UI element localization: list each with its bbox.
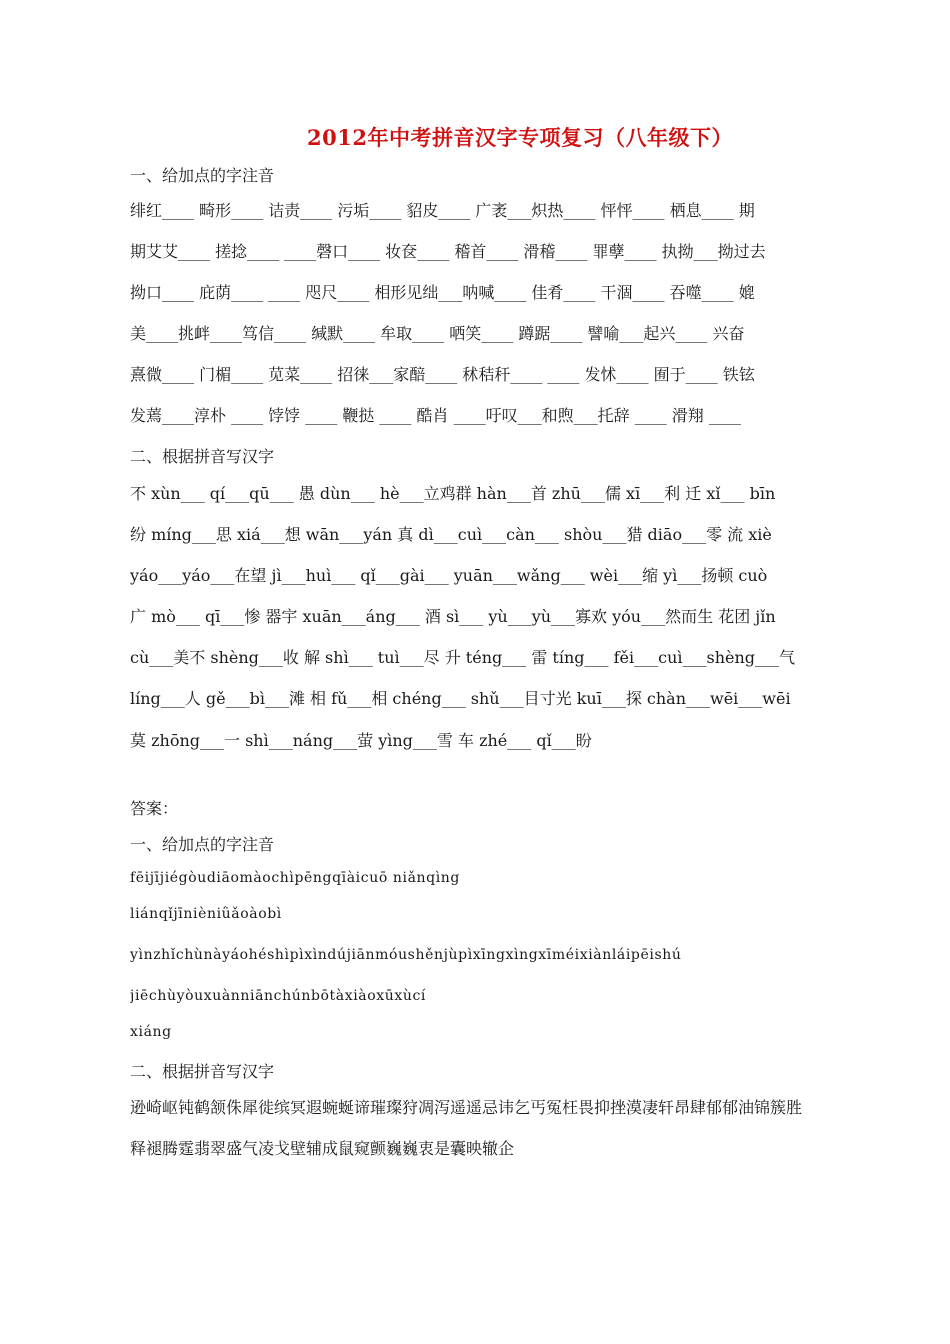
answer-line: fēijījiégòudiāomàochìpēngqīàicuō niǎnqìng bbox=[130, 870, 460, 886]
exercise-line: 纷 míng___思 xiá___想 wān___yán 真 dì___cuì___càn___ shòu___猎 diāo___零 流 xiè bbox=[130, 525, 772, 544]
answers-heading-write: 二、根据拼音写汉字 bbox=[130, 1062, 275, 1081]
section-heading-annotate: 一、给加点的字注音 bbox=[130, 166, 275, 185]
answer-line: 释褪腾霆翡翠盛气凌戈壁辅成鼠窥颤巍巍衷是囊映辙企 bbox=[130, 1139, 515, 1158]
exercise-line: 发蔫____淳朴 ____ 饽饽 ____ 鞭挞 ____ 酷肖 ____吁叹___和煦___托辞 ____ 滑翔 ____ bbox=[130, 406, 741, 425]
answer-line: liánqǐjīnièniǜǎoàobì bbox=[130, 906, 282, 922]
answer-line: yìnzhǐchùnàyáohéshìpìxìndújiānmóushěnjùpìxīngxìngxīméixiànláipēishú bbox=[130, 947, 682, 963]
section-heading-write: 二、根据拼音写汉字 bbox=[130, 447, 275, 466]
exercise-line: 拗口____ 庇荫____ ____ 咫尺____ 相形见绌___呐喊____ 佳肴____ 干涸____ 吞噬____ 媲 bbox=[130, 283, 755, 302]
exercise-line: yáo___yáo___在望 jì___huì___ qǐ___gài___ yuān___wǎng___ wèi___缩 yì___扬顿 cuò bbox=[130, 566, 768, 585]
exercise-line: líng___人 gě___bì___滩 相 fǔ___相 chéng___ shǔ___目寸光 kuī___探 chàn___wēi___wēi bbox=[130, 689, 791, 708]
exercise-line: 期艾艾____ 搓捻____ ____磬口____ 妆奁____ 稽首____ 滑稽____ 罪孽____ 执拗___拗过去 bbox=[130, 242, 766, 261]
exercise-line: 不 xùn___ qí___qū___ 愚 dùn___ hè___立鸡群 hàn___首 zhū___儒 xī___利 迁 xǐ___ bīn bbox=[130, 484, 776, 503]
exercise-line: 广 mò___ qī___惨 器宇 xuān___áng___ 酒 sì___ yù___yù___寡欢 yóu___然而生 花团 jǐn bbox=[130, 607, 776, 626]
exercise-line: 绯红____ 畸形____ 诘责____ 污垢____ 貂皮____ 广袤___炽热____ 怦怦____ 栖息____ 期 bbox=[130, 201, 755, 220]
exercise-line: 美____挑衅____笃信____ 缄默____ 牟取____ 哂笑____ 蹲踞____ 譬喻___起兴____ 兴奋 bbox=[130, 324, 745, 343]
answer-line: 逊崎岖钝鹤颔侏犀徙缤冥遐蜿蜒谛璀璨狩凋泻遥遥忌讳乞丐冤枉畏抑挫漠凄轩昂肆郁郁油锦簇胜 bbox=[130, 1098, 803, 1117]
exercise-line: 熹微____ 门楣____ 苋菜____ 招徕___家醅____ 秫秸秆____ ____ 发怵____ 囿于____ 铁铉 bbox=[130, 365, 755, 384]
answers-label: 答案： bbox=[130, 799, 179, 818]
document-title: 2012年中考拼音汉字专项复习（八年级下） bbox=[307, 125, 733, 150]
answers-heading-annotate: 一、给加点的字注音 bbox=[130, 835, 275, 854]
exercise-line: 莫 zhōng___一 shì___náng___萤 yìng___雪 车 zhé___ qǐ___盼 bbox=[130, 731, 592, 750]
exercise-line: cù___美不 shèng___收 解 shì___ tuì___尽 升 téng___ 雷 tíng___ fěi___cuì___shèng___气 bbox=[130, 648, 796, 667]
answer-line: xiáng bbox=[130, 1024, 172, 1040]
answer-line: jiēchùyòuxuànniānchúnbōtàxiàoxūxùcí bbox=[130, 988, 427, 1004]
